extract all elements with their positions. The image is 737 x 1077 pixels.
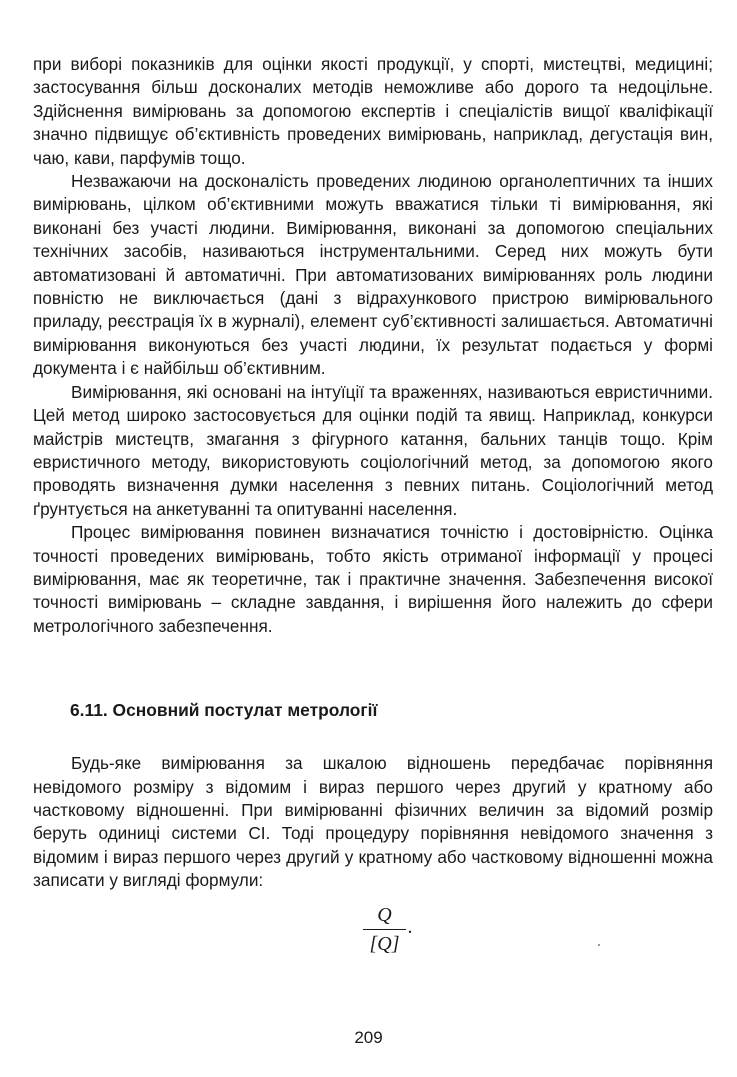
page-content bbox=[33, 53, 713, 956]
paragraph-4: Процес вимірювання повинен визначатися точністю і достовірністю. Оцінка точності проведених вимірювань, тобто якість отриманої інформації у процесі вимірювання, має як теоретичне, так і практичне значення. Забезпечення високої точності вимірювань – складне завдання, і вирішення його належить до сфери метрологічного забезпечення. bbox=[33, 522, 713, 636]
page-number: 209 bbox=[354, 1028, 383, 1047]
formula bbox=[33, 903, 713, 956]
paragraph-3: Вимірювання, які основані на інтуїції та враженнях, називаються евристичними. Цей метод широко застосовується для оцінки подій та явищ. Наприклад, конкурси майстрів мистецтв, змагання з фігурного катання, бальних танців тощо. Крім евристичного методу, використовують соціологічний метод, за допомогою якого проводять визначення думки населення з певних питань. Соціологічний метод ґрунтується на анкетуванні та опитуванні населення. bbox=[33, 381, 713, 519]
paragraph-2: Незважаючи на досконаліcть проведених людиною органолептичних та інших вимірювань, цілком об’єктивними можуть вважатися тільки ті вимірювання, які виконані без участі людини. Вимірювання, виконані за допомогою спеціальних технічних засобів, називаються інструментальними. Серед них можуть бути автоматизовані й автоматичні. При автоматизованих вимірюваннях роль людини повністю не виключається (дані з відрахункового пристрою вимірювального приладу, реєстрація їх в журналі), елемент суб’єктивності залишається. Автоматичні вимірювання виконуються без участі людини, їх результат подається у формі документа і є найбільш об’єктивним. bbox=[33, 171, 713, 379]
section-body-paragraph: Будь-яке вимірювання за шкалою відношень передбачає порівняння невідомого розміру з відомим і вираз першого через другий у кратному або частковому відношенні. При вимірюванні фізичних величин за відомий розмір беруть одиниці системи СІ. Тоді процедуру порівняння невідомого значення з відомим і вираз першого через другий у кратному або частковому відношенні можна записати у вигляді формули: bbox=[33, 753, 713, 891]
formula-denominator: [Q] bbox=[369, 932, 400, 955]
fraction-expression bbox=[363, 903, 412, 956]
formula-period: . bbox=[407, 916, 413, 939]
formula-numerator: Q bbox=[377, 903, 392, 926]
paragraph-1: при виборі показників для оцінки якості продукції, у спорті, мистецтві, медицині; застосування більш досконалих методів неможливе або дорого та недоцільне. Здійснення вимірювань за допомогою експертів і спеціалістів вищої кваліфікації значно підвищує об’єктивність проведених вимірювань, наприклад, дегустація вин, чаю, кави, парфумів тощо. bbox=[33, 54, 713, 168]
section-heading: 6.11. Основний постулат метрології bbox=[70, 700, 378, 721]
fraction bbox=[363, 903, 405, 956]
scan-speck bbox=[598, 944, 600, 946]
